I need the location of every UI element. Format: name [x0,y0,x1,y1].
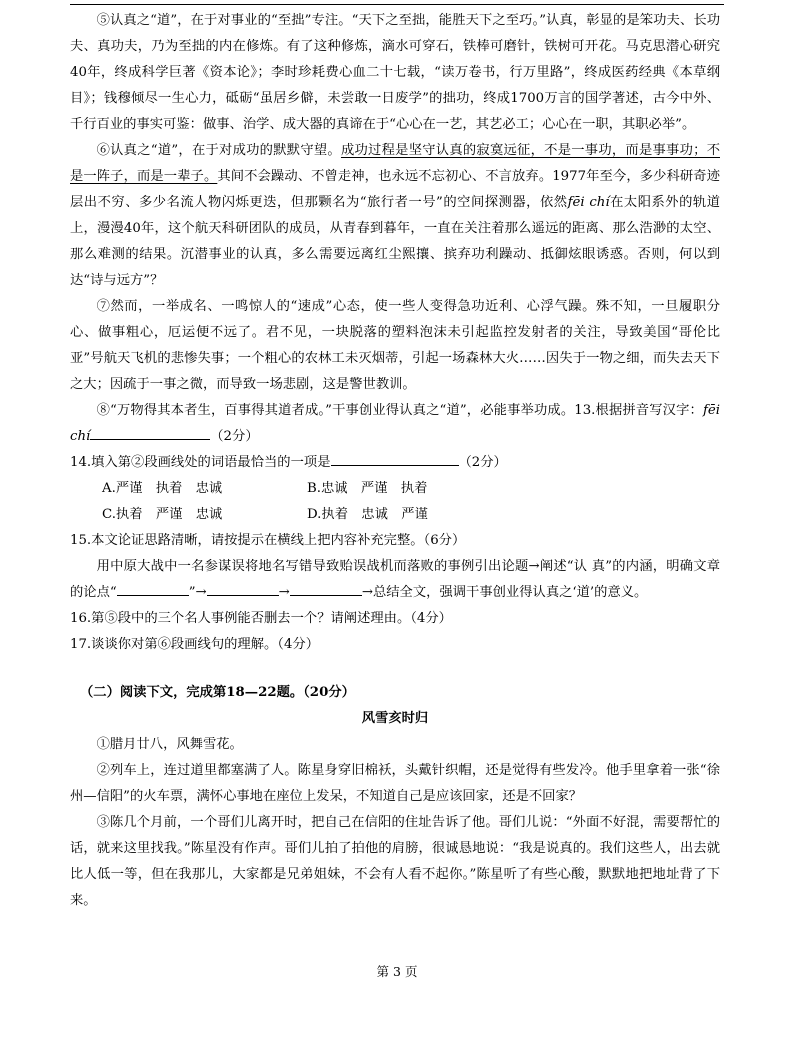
paragraph-5: ⑤认真之“道”，在于对事业的“至拙”专注。“天下之至拙，能胜天下之至巧。”认真，彰显的是笨功夫、长功夫、真功夫，乃为至拙的内在修炼。有了这种修炼，滴水可穿石，铁棒可磨针，铁树可开花。马克思潜心研究40年，终成科学巨著《资本论》；李时珍耗费心血二十七载，“读万卷书，行万里路”，终成医药经典《本草纲目》；钱穆倾尽一生心力，砥砺“虽居乡僻，未尝敢一日废学”的拙功，终成1700万言的国学著述，古今中外、千行百业的事实可鉴：做事、治学、成大器的真谛在于“心心在一艺，其艺必工；心心在一职，其职必举”。 [70,13,720,132]
answer-blank-15-3[interactable] [290,581,362,596]
paragraph-6-lead: ⑥认真之“道”，在于对成功的默默守望。 [96,143,341,158]
paragraph-8-text: ⑧“万物得其本者生，百事得其道者成。”干事创业得认真之“道”，必能事举功成。13.根据拼音写汉字： [96,403,703,418]
pinyin-fei-chi-question: fēi chí [70,403,720,444]
question-16: 16.第⑤段中的三个名人事例能否删去一个？请阐述理由。（4分） [70,611,452,626]
question-15-body-text: 用中原大战中一名参谋误将地名写错导致贻误战机而落败的事例引出论题→阐述“认 真”的内涵，明确文章的论点“ [70,559,720,600]
question-15: 15.本文论证思路清晰，请按提示在横线上把内容补充完整。（6分） [70,533,466,548]
paragraph-6-underlined-sentence: 成功过程是坚守认真的寂寞远征，不是一事功，而是事事功；不是一阵子，而是一辈子。 [70,143,720,184]
paragraph-6-middle: 其间不会躁动、不曾走神，也永远不忘初心、不言放弃。1977年至今，多少科研奇迹层出不穷、多少名流人物闪烁更迭，但那颗名为“旅行者一号”的空间探测器，依然 [70,169,720,210]
arrow-2: → [278,585,290,600]
question-14-options [70,476,720,528]
pinyin-fei-chi: fēi chí [567,195,610,210]
question-15-body-end: →总结全文，强调干事创业得认真之‘道’的意义。 [361,585,648,600]
question-13-points: （2分） [210,429,259,444]
page-number: 第 3 页 [376,964,418,979]
answer-blank-14[interactable] [331,451,459,466]
option-a[interactable]: A.严谨 执着 忠诚 [102,481,223,496]
answer-blank-15-1[interactable] [117,581,189,596]
paragraph-6 [70,138,720,294]
answer-blank-13[interactable] [90,425,210,440]
question-15-body [70,554,720,606]
story-title: 风雪亥时归 [361,711,429,726]
question-14-points: （2分） [458,455,507,470]
question-14 [70,450,720,476]
question-14-text: 14.填入第②段画线处的词语最恰当的一项是 [70,455,331,470]
story-paragraph-3: ③陈几个月前，一个哥们儿离开时，把自己在信阳的住址告诉了他。哥们儿说：“外面不好混，需要帮忙的话，就来这里找我。”陈星没有作声。哥们儿拍了拍他的肩膀，很诚恳地说：“我是说真的。我们这些人，出去就比人低一等，但在我那儿，大家都是兄弟姐妹，不会有人看不起你。”陈星听了有些心酸，默默地把地址背了下来。 [70,815,720,908]
document-page [70,8,720,914]
paragraph-6-end: 在太阳系外的轨道上，漫漫40年，这个航天科研团队的成员，从青春到暮年，一直在关注着那么遥远的距离、那么浩渺的太空、那么难测的结果。沉潜事业的认真，多么需要远离红尘熙攘、摈弃功利躁动、抵御炫眼诱惑。否则，何以到达“诗与远方”？ [70,195,720,288]
answer-blank-15-2[interactable] [207,581,279,596]
story-paragraph-1: ①腊月廿八，风舞雪花。 [96,737,243,752]
option-b[interactable]: B.忠诚 严谨 执着 [307,481,428,496]
option-c[interactable]: C.执着 严谨 忠诚 [102,507,223,522]
arrow-1: ”→ [188,585,207,600]
question-17: 17.谈谈你对第⑥段画线句的理解。（4分） [70,637,320,652]
story-paragraph-2: ②列车上，连过道里都塞满了人。陈星身穿旧棉袄，头戴针织帽，还是觉得有些发冷。他手里拿着一张“徐州—信阳”的火车票，满怀心事地在座位上发呆，不知道自己是应该回家，还是不回家？ [70,763,720,804]
section-2-heading: （二）阅读下文，完成第18—22题。（20分） [80,685,355,700]
paragraph-7: ⑦然而，一举成名、一鸣惊人的“速成”心态，使一些人变得急功近利、心浮气躁。殊不知，一旦履职分心、做事粗心，厄运便不远了。君不见，一块脱落的塑料泡沫未引起监控发射者的关注，导致美国“哥伦比亚”号航天飞机的悲惨失事；一个粗心的农林工未灭烟蒂，引起一场森林大火……因失于一物之细，而失去天下之大；因疏于一事之微，而导致一场悲剧，这是警世教训。 [70,299,720,392]
option-d[interactable]: D.执着 忠诚 严谨 [307,507,428,522]
paragraph-8 [70,398,720,450]
top-rule [70,4,724,5]
